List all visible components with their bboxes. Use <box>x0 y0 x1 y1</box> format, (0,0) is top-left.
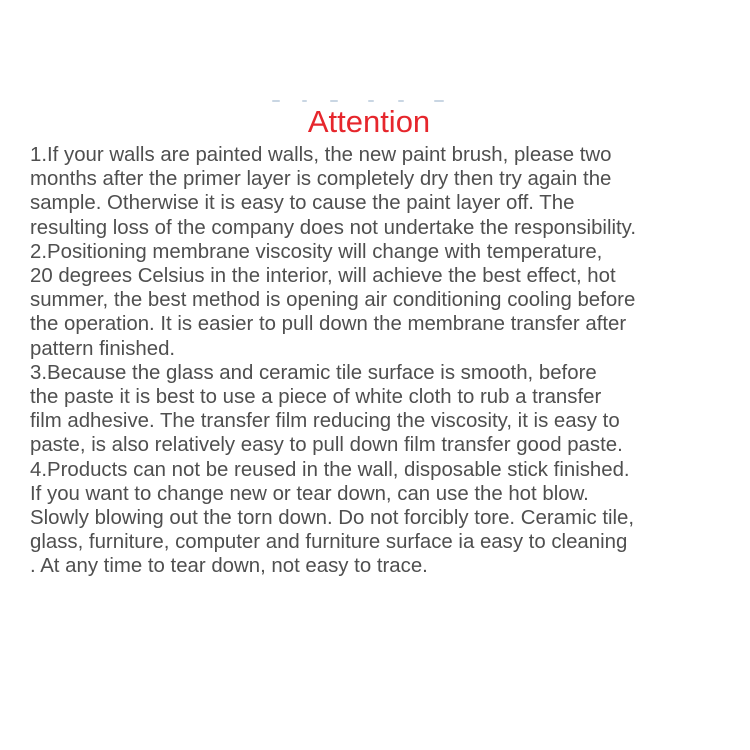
text-line: the operation. It is easier to pull down the membrane transfer after <box>30 313 627 336</box>
text-line: 4.Products can not be reused in the wall, disposable stick finished. <box>30 458 630 481</box>
text-line: glass, furniture, computer and furniture surface ia easy to cleaning <box>30 531 628 554</box>
decorative-dot <box>330 100 338 102</box>
text-line: resulting loss of the company does not undertake the responsibility. <box>30 216 637 239</box>
text-line: Slowly blowing out the torn down. Do not forcibly tore. Ceramic tile, <box>30 507 635 530</box>
text-line: . At any time to tear down, not easy to trace. <box>30 555 428 578</box>
text-line: 2.Positioning membrane viscosity will change with temperature, <box>30 240 603 263</box>
decorative-dot <box>302 100 307 102</box>
decorative-dot <box>398 100 404 102</box>
attention-heading: Attention <box>307 104 431 139</box>
text-line: sample. Otherwise it is easy to cause the paint layer off. The <box>30 192 575 215</box>
text-line: 3.Because the glass and ceramic tile surface is smooth, before <box>30 361 597 384</box>
text-line: If you want to change new or tear down, can use the hot blow. <box>30 482 589 505</box>
text-line: film adhesive. The transfer film reducing the viscosity, it is easy to <box>30 410 620 433</box>
text-line: paste, is also relatively easy to pull down film transfer good paste. <box>30 434 623 457</box>
instructions-text <box>30 143 730 579</box>
text-line: the paste it is best to use a piece of white cloth to rub a transfer <box>30 386 602 409</box>
decorative-dot <box>272 100 280 102</box>
text-line: pattern finished. <box>30 337 176 360</box>
decorative-dot <box>368 100 374 102</box>
text-line: summer, the best method is opening air conditioning cooling before <box>30 289 636 312</box>
text-line: months after the primer layer is completely dry then try again the <box>30 168 612 191</box>
decorative-dot <box>434 100 444 102</box>
text-line: 1.If your walls are painted walls, the new paint brush, please two <box>30 144 612 166</box>
text-line: 20 degrees Celsius in the interior, will achieve the best effect, hot <box>30 265 616 288</box>
